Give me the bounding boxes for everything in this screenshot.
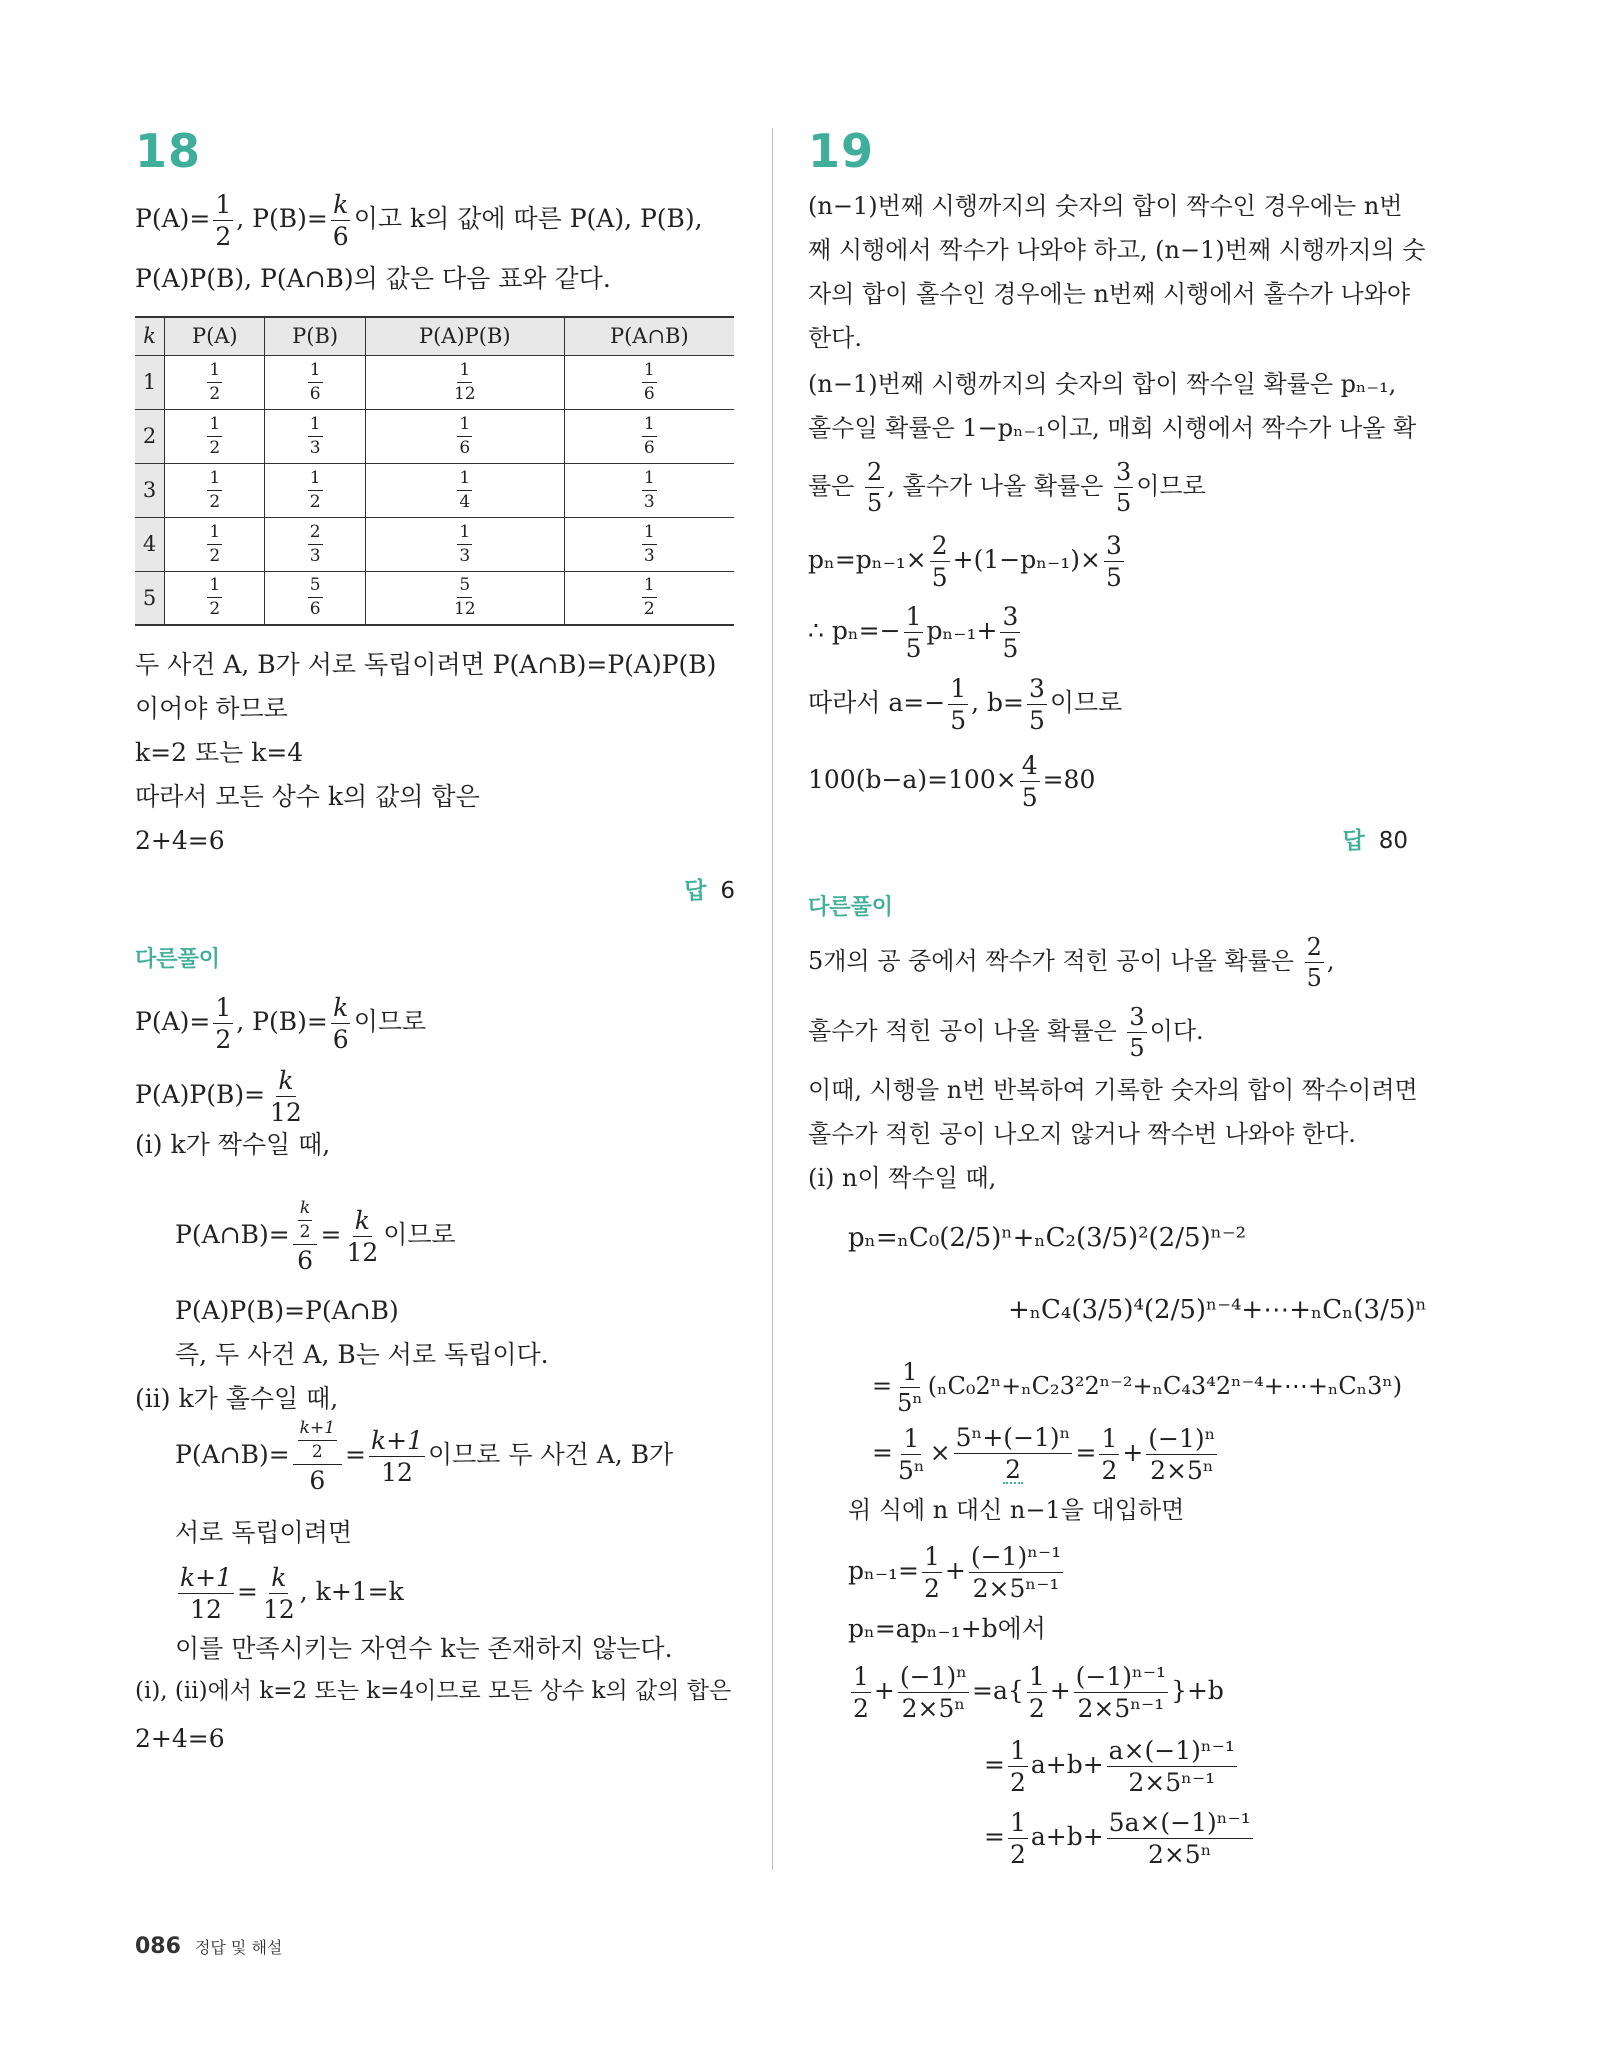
alt-line: P(A∩B)= $\frac{\frac{k}{2}}{6}$ = $\frac{k}{12}$ 이므로 xyxy=(175,1198,456,1275)
equation: pₙ=ₙC₀(2/5)ⁿ+ₙC₂(3/5)²(2/5)ⁿ⁻² xyxy=(848,1223,1247,1253)
equation: ∴ pₙ=− $\frac{1}{5}$ pₙ₋₁+ $\frac{3}{5}$ xyxy=(808,602,1019,663)
alt-line: 홀수가 적힌 공이 나오지 않거나 짝수번 나와야 한다. xyxy=(808,1120,1356,1148)
alt-line: 이를 만족시키는 자연수 k는 존재하지 않는다. xyxy=(175,1634,673,1663)
alt-line: 홀수가 적힌 공이 나올 확률은 $\frac{3}{5}$ 이다. xyxy=(808,1003,1204,1062)
table-cell: $\frac{1}{3}$ xyxy=(564,463,734,517)
body-line: 한다. xyxy=(808,324,862,352)
table-header: P(A∩B) xyxy=(564,317,734,355)
alt-line: 즉, 두 사건 A, B는 서로 독립이다. xyxy=(175,1340,549,1369)
equation: = $\frac{1}{\text{5ⁿ}}$ × $\frac{\text{5ⁿ+(−1)ⁿ}}{2}$ = $\frac{1}{2}$ + $\frac{\text{(−1)ⁿ}}{\text{2×5ⁿ}}$ xyxy=(872,1423,1216,1485)
table-header-row xyxy=(135,317,734,355)
equation: pₙ=pₙ₋₁× $\frac{2}{5}$ +(1−pₙ₋₁)× $\frac{3}{5}$ xyxy=(808,531,1122,592)
table-cell: $\frac{1}{3}$ xyxy=(564,517,734,571)
equation: pₙ=apₙ₋₁+b에서 xyxy=(848,1614,1046,1643)
equation: 100(b−a)=100× $\frac{4}{5}$ =80 xyxy=(808,751,1096,812)
table-cell: $\frac{2}{3}$ xyxy=(265,517,366,571)
table-cell: 1 xyxy=(135,355,165,409)
table-cell: $\frac{1}{3}$ xyxy=(265,409,366,463)
book-section: 정답 및 해설 xyxy=(194,1938,283,1957)
body-line: 홀수일 확률은 1−pₙ₋₁이고, 매회 시행에서 짝수가 나올 확 xyxy=(808,414,1417,442)
alt-line: 이때, 시행을 n번 반복하여 기록한 숫자의 합이 짝수이려면 xyxy=(808,1076,1418,1104)
equation: = $\frac{1}{\text{5ⁿ}}$ (ₙC₀2ⁿ+ₙC₂3²2ⁿ⁻²+ₙC₄3⁴2ⁿ⁻⁴+⋯+ₙCₙ3ⁿ) xyxy=(872,1358,1403,1417)
fraction: $\frac{1}{2}$ xyxy=(215,190,232,251)
table-header: P(A)P(B) xyxy=(365,317,564,355)
intro-line-1: P(A)= $\frac{1}{2}$ , P(B)= $\frac{k}{6}$ 이고 k의 값에 따른 P(A), P(B), xyxy=(135,190,703,251)
probability-table xyxy=(135,316,734,626)
alt-line: 5개의 공 중에서 짝수가 적힌 공이 나올 확률은 $\frac{2}{5}$ , xyxy=(808,933,1335,992)
alt-line: P(A)P(B)=P(A∩B) xyxy=(175,1296,399,1325)
table-cell: 2 xyxy=(135,409,165,463)
table-cell: $\frac{1}{6}$ xyxy=(564,355,734,409)
table-row xyxy=(135,517,734,571)
table-cell: $\frac{1}{3}$ xyxy=(365,517,564,571)
body-line: 률은 $\frac{2}{5}$ , 홀수가 나올 확률은 $\frac{3}{5}$ 이므로 xyxy=(808,458,1206,517)
table-cell: $\frac{1}{6}$ xyxy=(265,355,366,409)
intro-line-2: P(A)P(B), P(A∩B)의 값은 다음 표와 같다. xyxy=(135,264,611,293)
alt-line: (ⅱ) k가 홀수일 때, xyxy=(135,1384,339,1413)
equation: = $\frac{1}{2}$ a+b+ $\frac{\text{a×(−1)ⁿ⁻¹}}{\text{2×5ⁿ⁻¹}}$ xyxy=(984,1736,1235,1797)
equation: = $\frac{1}{2}$ a+b+ $\frac{\text{5a×(−1)ⁿ⁻¹}}{\text{2×5ⁿ}}$ xyxy=(984,1808,1251,1869)
table-cell: $\frac{1}{2}$ xyxy=(265,463,366,517)
table-cell: $\frac{1}{2}$ xyxy=(165,571,265,625)
table-row xyxy=(135,409,734,463)
table-row xyxy=(135,571,734,625)
alt-line: $\frac{k+1}{12}$ = $\frac{k}{12}$ , k+1=k xyxy=(180,1563,404,1624)
alt-solution-title: 다른풀이 xyxy=(808,895,894,920)
table-row xyxy=(135,463,734,517)
table-cell: 4 xyxy=(135,517,165,571)
table-row xyxy=(135,355,734,409)
table-cell: $\frac{5}{6}$ xyxy=(265,571,366,625)
table-cell: $\frac{1}{2}$ xyxy=(165,517,265,571)
body-line: (n−1)번째 시행까지의 숫자의 합이 짝수인 경우에는 n번 xyxy=(808,192,1403,220)
alt-line: (ⅰ), (ⅱ)에서 k=2 또는 k=4이므로 모든 상수 k의 값의 합은 xyxy=(135,1678,732,1704)
equation: 따라서 a=− $\frac{1}{5}$ , b= $\frac{3}{5}$ 이므로 xyxy=(808,674,1123,735)
table-header: k xyxy=(135,317,165,355)
table-cell: $\frac{1}{2}$ xyxy=(165,355,265,409)
page-number: 086 xyxy=(135,1934,181,1959)
table-cell: 3 xyxy=(135,463,165,517)
fraction: $\frac{k}{6}$ xyxy=(332,190,349,251)
alt-line: 2+4=6 xyxy=(135,1724,225,1753)
table-cell: $\frac{1}{4}$ xyxy=(365,463,564,517)
answer: 답 80 xyxy=(1342,828,1408,854)
equation: +ₙC₄(3/5)⁴(2/5)ⁿ⁻⁴+⋯+ₙCₙ(3/5)ⁿ xyxy=(1008,1295,1427,1325)
alt-solution-title: 다른풀이 xyxy=(135,947,221,972)
table-header: P(A) xyxy=(165,317,265,355)
table-cell: $\frac{1}{6}$ xyxy=(365,409,564,463)
body-line: k=2 또는 k=4 xyxy=(135,738,304,767)
body-line: 이어야 하므로 xyxy=(135,694,288,723)
equation: pₙ₋₁= $\frac{1}{2}$ + $\frac{\text{(−1)ⁿ⁻¹}}{\text{2×5ⁿ⁻¹}}$ xyxy=(848,1542,1062,1603)
alt-line: 위 식에 n 대신 n−1을 대입하면 xyxy=(848,1496,1185,1524)
table-cell: $\frac{1}{6}$ xyxy=(564,409,734,463)
body-line: 따라서 모든 상수 k의 값의 합은 xyxy=(135,782,480,811)
table-cell: $\frac{1}{2}$ xyxy=(165,463,265,517)
page-footer xyxy=(135,1934,282,1959)
body-line: 2+4=6 xyxy=(135,826,225,855)
alt-line: (ⅰ) k가 짝수일 때, xyxy=(135,1130,331,1159)
body-line: (n−1)번째 시행까지의 숫자의 합이 짝수일 확률은 pₙ₋₁, xyxy=(808,370,1397,398)
alt-line: 서로 독립이려면 xyxy=(175,1518,352,1547)
column-divider xyxy=(772,128,773,1870)
table-cell: $\frac{5}{12}$ xyxy=(365,571,564,625)
alt-line: P(A)= $\frac{1}{2}$ , P(B)= $\frac{k}{6}$ 이므로 xyxy=(135,993,427,1054)
table-header: P(B) xyxy=(265,317,366,355)
table-cell: $\frac{1}{12}$ xyxy=(365,355,564,409)
body-line: 째 시행에서 짝수가 나와야 하고, (n−1)번째 시행까지의 숫 xyxy=(808,236,1426,264)
body-line: 두 사건 A, B가 서로 독립이려면 P(A∩B)=P(A)P(B) xyxy=(135,650,717,679)
alt-line: P(A∩B)= $\frac{\frac{k+1}{2}}{6}$ = $\frac{k+1}{12}$ 이므로 두 사건 A, B가 xyxy=(175,1418,674,1495)
table-cell: 5 xyxy=(135,571,165,625)
problem-number: 18 xyxy=(135,124,202,178)
problem-number: 19 xyxy=(808,124,875,178)
alt-line: P(A)P(B)= $\frac{k}{12}$ xyxy=(135,1066,302,1127)
alt-line: (ⅰ) n이 짝수일 때, xyxy=(808,1164,997,1192)
equation: $\frac{1}{2}$ + $\frac{\text{(−1)ⁿ}}{\text{2×5ⁿ}}$ =a{ $\frac{1}{2}$ + $\frac{\text{(−1)ⁿ⁻¹}}{\text{2×5ⁿ⁻¹}}$ }+b xyxy=(853,1662,1224,1723)
answer: 답 6 xyxy=(684,878,735,904)
table-cell: $\frac{1}{2}$ xyxy=(165,409,265,463)
table-cell: $\frac{1}{2}$ xyxy=(564,571,734,625)
body-line: 자의 합이 홀수인 경우에는 n번째 시행에서 홀수가 나와야 xyxy=(808,280,1411,308)
